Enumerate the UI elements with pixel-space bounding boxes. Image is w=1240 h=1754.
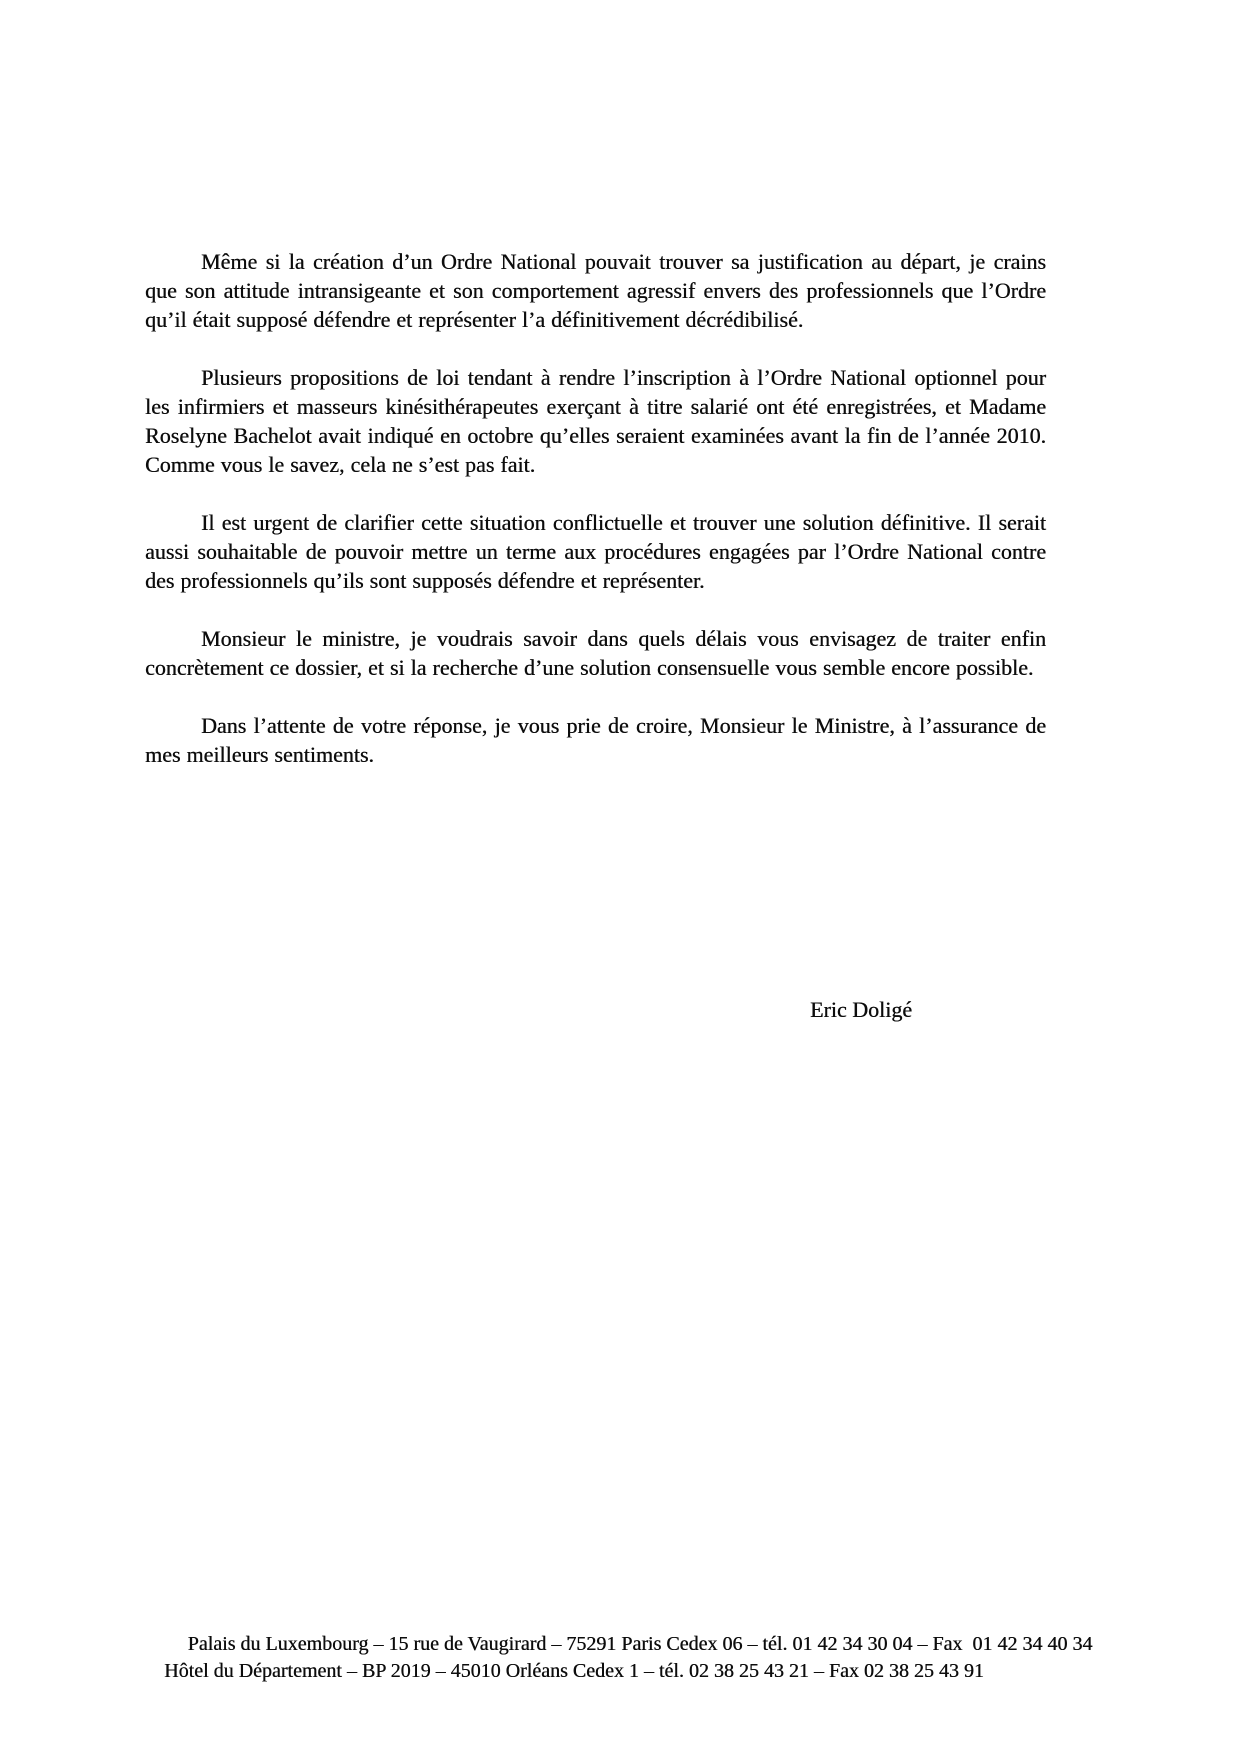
footer-address-line-2: Hôtel du Département – BP 2019 – 45010 Orléans Cedex 1 – tél. 02 38 25 43 21 – Fax 02 38 25 43 91 <box>164 1660 984 1682</box>
letter-paragraph-4: Monsieur le ministre, je voudrais savoir dans quels délais vous envisagez de traiter enfin concrètement ce dossier, et si la recherche d’une solution consensuelle vous semble encore possible. <box>145 626 1046 680</box>
letter-paragraph-3: Il est urgent de clarifier cette situation conflictuelle et trouver une solution définitive. Il serait aussi souhaitable de pouvoir mettre un terme aux procédures engagées par l’Ordre National contre des professionnels qu’ils sont supposés défendre et représenter. <box>145 510 1046 593</box>
letter-paragraph-2: Plusieurs propositions de loi tendant à rendre l’inscription à l’Ordre National optionnel pour les infirmiers et masseurs kinésithérapeutes exerçant à titre salarié ont été enregistrées, et Madame Roselyne Bachelot avait indiqué en octobre qu’elles seraient examinées avant la fin de l’année 2010. Comme vous le savez, cela ne s’est pas fait. <box>145 365 1046 477</box>
letter-body <box>145 247 1046 798</box>
letter-paragraph-1: Même si la création d’un Ordre National pouvait trouver sa justification au départ, je crains que son attitude intransigeante et son comportement agressif envers des professionnels que l’Ordre qu’il était supposé défendre et représenter l’a définitivement décrédibilisé. <box>145 249 1046 332</box>
letter-paragraph-5: Dans l’attente de votre réponse, je vous prie de croire, Monsieur le Ministre, à l’assurance de mes meilleurs sentiments. <box>145 713 1046 767</box>
footer-address-line-1: Palais du Luxembourg – 15 rue de Vaugirard – 75291 Paris Cedex 06 – tél. 01 42 34 30 04 – Fax 01 42 34 40 34 <box>187 1633 1093 1655</box>
letterhead-footer <box>0 1631 1240 1685</box>
signature-name: Eric Doligé <box>810 997 913 1022</box>
